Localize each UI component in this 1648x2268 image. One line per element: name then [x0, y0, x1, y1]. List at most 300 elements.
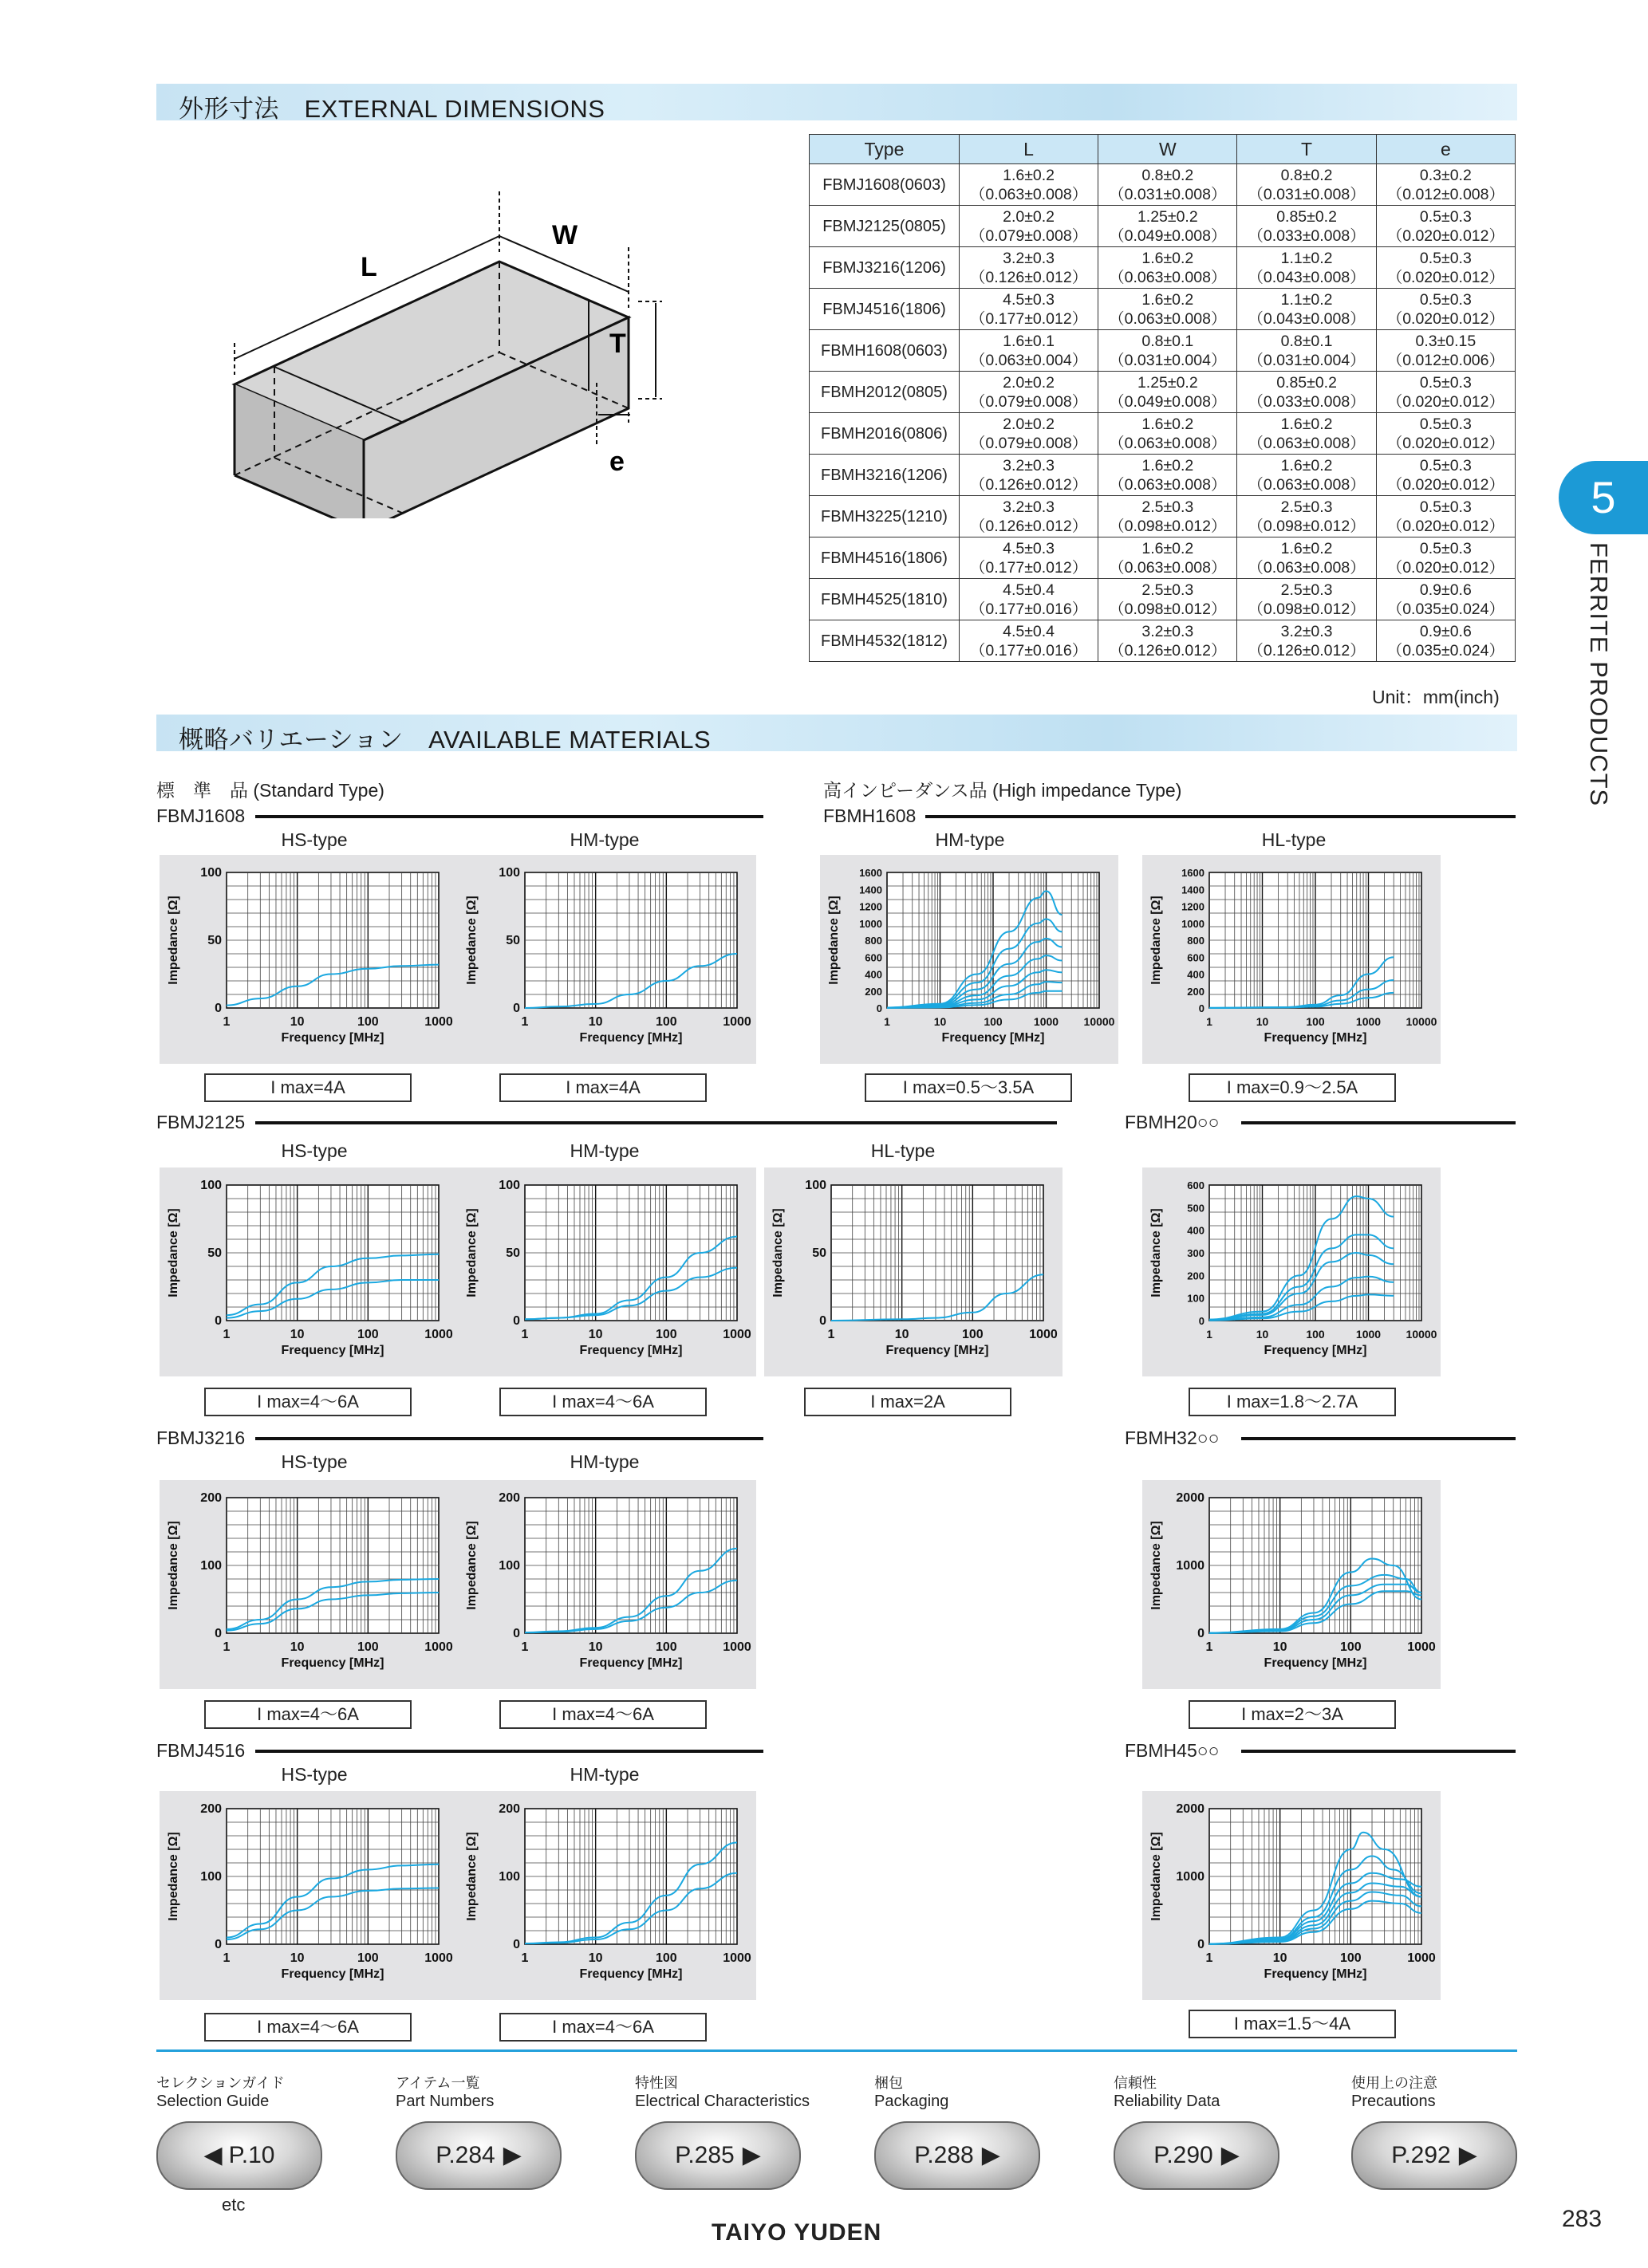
y-tick-label: 0	[215, 1002, 222, 1015]
y-tick-label: 2000	[1176, 1802, 1204, 1816]
cell-e	[1376, 496, 1515, 537]
cell-value-mm: 0.3±0.2	[1419, 166, 1472, 184]
label-W: W	[552, 220, 578, 250]
x-tick-label: 10000	[1406, 1015, 1437, 1028]
header-type: Type	[810, 135, 960, 164]
nav-label-jp: 特性図	[635, 2075, 678, 2091]
x-tick-label: 10	[290, 1328, 305, 1341]
x-axis-label: Frequency [MHz]	[1264, 1344, 1367, 1357]
cell-W	[1098, 330, 1237, 372]
section-header-external	[156, 84, 1517, 123]
group-fbmj4516: FBMJ4516	[156, 1740, 246, 1761]
cell-value-inch: （0.020±0.012）	[1386, 434, 1504, 452]
component-dimension-diagram	[215, 183, 662, 518]
group-divider	[255, 1121, 1057, 1124]
nav-page-label	[637, 2123, 799, 2188]
x-tick-label: 10	[588, 1951, 603, 1965]
cell-value-mm: 1.6±0.2	[1141, 539, 1194, 557]
nav-label-en: Precautions	[1351, 2093, 1436, 2110]
impedance-chart	[820, 855, 1118, 1064]
imax-label: I max=1.5～4A	[1189, 2010, 1396, 2038]
cell-value-mm: 0.5±0.3	[1419, 456, 1472, 474]
nav-page-text: P.10	[228, 2142, 275, 2168]
nav-item	[635, 2072, 826, 2111]
cell-value-mm: 2.5±0.3	[1141, 498, 1194, 516]
x-axis-label: Frequency [MHz]	[885, 1344, 989, 1357]
cell-e	[1376, 247, 1515, 289]
y-tick-label: 600	[865, 951, 882, 964]
x-tick-label: 1000	[424, 1640, 453, 1654]
y-axis-label: Impedance [Ω]	[771, 1208, 785, 1297]
imax-label: I max=0.9～2.5A	[1189, 1073, 1396, 1102]
impedance-chart	[1142, 1480, 1441, 1689]
y-tick-label: 400	[1187, 1224, 1204, 1237]
x-tick-label: 100	[1339, 1640, 1362, 1654]
x-tick-label: 10	[588, 1328, 603, 1341]
y-tick-label: 0	[513, 1314, 520, 1328]
y-tick-label: 600	[1187, 1179, 1204, 1191]
chart-fbmj4516-hm	[458, 1791, 756, 2000]
header-L: L	[959, 135, 1098, 164]
group-fbmj1608: FBMJ1608	[156, 805, 246, 826]
y-tick-label: 0	[1197, 1627, 1204, 1640]
x-axis-label: Frequency [MHz]	[1264, 1967, 1367, 1981]
cell-value-inch: （0.177±0.012）	[969, 558, 1088, 577]
nav-page-button[interactable]	[396, 2121, 562, 2190]
cell-value-mm: 1.6±0.2	[1003, 166, 1055, 184]
nav-page-button[interactable]	[1351, 2121, 1517, 2190]
imax-label: I max=4～6A	[499, 1700, 707, 1729]
x-tick-label: 1	[884, 1015, 890, 1028]
x-tick-label: 1	[223, 1328, 231, 1341]
cell-value-mm: 1.25±0.2	[1137, 207, 1198, 226]
y-tick-label: 1200	[1181, 900, 1204, 913]
cell-value-mm: 4.5±0.4	[1003, 622, 1055, 640]
cell-value-mm: 0.5±0.3	[1419, 249, 1472, 267]
table-row	[810, 620, 1516, 662]
x-tick-label: 100	[357, 1640, 379, 1654]
x-axis-label: Frequency [MHz]	[579, 1031, 683, 1045]
y-axis-label: Impedance [Ω]	[167, 1521, 180, 1610]
cell-value-inch: （0.035±0.024）	[1386, 600, 1504, 618]
cell-T	[1237, 537, 1376, 579]
arrow-right-icon: ▶	[1220, 2142, 1240, 2168]
table-header-row	[810, 135, 1516, 164]
y-tick-label: 100	[499, 1179, 520, 1192]
cell-W	[1098, 537, 1237, 579]
nav-label-en: Reliability Data	[1114, 2093, 1220, 2110]
cell-value-mm: 2.0±0.2	[1003, 373, 1055, 392]
impedance-chart	[160, 1480, 458, 1689]
x-tick-label: 10000	[1406, 1328, 1437, 1341]
chart-fbmj1608-hs	[160, 855, 458, 1064]
cell-value-mm: 1.6±0.2	[1141, 415, 1194, 433]
y-tick-label: 1600	[1181, 867, 1204, 879]
y-tick-label: 200	[865, 985, 882, 998]
x-tick-label: 1000	[1407, 1640, 1436, 1654]
cell-e	[1376, 206, 1515, 247]
y-tick-label: 1000	[1176, 1870, 1204, 1884]
cell-value-inch: （0.098±0.012）	[1109, 600, 1227, 618]
cell-value-mm: 3.2±0.3	[1280, 622, 1333, 640]
x-tick-label: 10	[588, 1640, 603, 1654]
nav-label-en: Packaging	[874, 2093, 949, 2110]
cell-value-mm: 3.2±0.3	[1141, 622, 1194, 640]
cell-value-inch: （0.020±0.012）	[1386, 226, 1504, 245]
group-fbmh20: FBMH20○○	[1125, 1112, 1220, 1132]
dimensions-table	[809, 134, 1516, 662]
cell-L	[959, 455, 1098, 496]
x-tick-label: 1	[223, 1951, 231, 1965]
y-tick-label: 1000	[1176, 1559, 1204, 1573]
y-tick-label: 0	[215, 1627, 222, 1640]
imax-label: I max=4～6A	[204, 1700, 412, 1729]
page-number: 283	[1562, 2206, 1603, 2232]
chart-fbmj1608-hm	[458, 855, 756, 1064]
cell-T	[1237, 330, 1376, 372]
cell-value-mm: 3.2±0.3	[1003, 249, 1055, 267]
y-axis-label: Impedance [Ω]	[167, 1832, 180, 1921]
group-divider	[255, 1750, 763, 1753]
cell-e	[1376, 579, 1515, 620]
impedance-chart	[160, 855, 458, 1064]
y-tick-label: 100	[200, 1179, 222, 1192]
y-tick-label: 1600	[859, 867, 882, 879]
cell-value-inch: （0.079±0.008）	[969, 392, 1088, 411]
x-tick-label: 10	[588, 1015, 603, 1029]
table-row	[810, 330, 1516, 372]
x-tick-label: 1	[521, 1640, 529, 1654]
arrow-right-icon: ▶	[981, 2142, 1000, 2168]
y-tick-label: 1000	[859, 917, 882, 930]
x-axis-label: Frequency [MHz]	[281, 1967, 384, 1981]
cell-L	[959, 579, 1098, 620]
x-tick-label: 1	[223, 1640, 231, 1654]
type-label-hm: HM-type	[935, 829, 1005, 850]
section-header-materials	[156, 715, 1517, 754]
group-divider	[255, 815, 763, 818]
table-row	[810, 413, 1516, 455]
cell-value-mm: 1.1±0.2	[1280, 290, 1333, 309]
cell-value-inch: （0.049±0.008）	[1109, 226, 1227, 245]
table-row	[810, 537, 1516, 579]
cell-T	[1237, 247, 1376, 289]
impedance-chart	[1142, 1791, 1441, 2000]
cell-value-mm: 2.0±0.2	[1003, 415, 1055, 433]
y-axis-label: Impedance [Ω]	[1149, 1832, 1163, 1921]
brand-logo: TAIYO YUDEN	[712, 2219, 882, 2246]
cell-value-inch: （0.063±0.008）	[1109, 558, 1227, 577]
type-label-hs: HS-type	[281, 1451, 348, 1472]
cell-W	[1098, 455, 1237, 496]
nav-page-label	[1115, 2123, 1278, 2188]
y-tick-label: 200	[499, 1491, 520, 1505]
cell-value-inch: （0.063±0.008）	[1109, 434, 1227, 452]
nav-item	[874, 2072, 1066, 2111]
cell-value-mm: 4.5±0.3	[1003, 539, 1055, 557]
x-tick-label: 10	[1256, 1015, 1269, 1028]
cell-L	[959, 620, 1098, 662]
y-tick-label: 50	[207, 934, 222, 947]
nav-page-label	[876, 2123, 1039, 2188]
impedance-chart	[160, 1167, 458, 1376]
y-tick-label: 1400	[1181, 884, 1204, 896]
y-tick-label: 200	[200, 1491, 222, 1505]
cell-value-inch: （0.063±0.008）	[1109, 268, 1227, 286]
y-tick-label: 1000	[1181, 917, 1204, 930]
cell-T	[1237, 620, 1376, 662]
y-tick-label: 100	[499, 1870, 520, 1884]
cell-value-mm: 0.9±0.6	[1419, 581, 1472, 599]
x-tick-label: 1	[521, 1328, 529, 1341]
y-tick-label: 400	[1187, 968, 1204, 981]
y-tick-label: 1400	[859, 884, 882, 896]
x-tick-label: 100	[984, 1015, 1003, 1028]
cell-type: FBMJ2125(0805)	[810, 206, 960, 247]
y-tick-label: 0	[819, 1314, 826, 1328]
cell-L	[959, 537, 1098, 579]
x-tick-label: 1000	[723, 1015, 751, 1029]
standard-type-label: 標 準 品 (Standard Type)	[156, 780, 384, 801]
x-tick-label: 1000	[1033, 1015, 1059, 1028]
cell-value-mm: 3.2±0.3	[1003, 456, 1055, 474]
table-row	[810, 579, 1516, 620]
group-fbmh45: FBMH45○○	[1125, 1740, 1220, 1761]
y-axis-label: Impedance [Ω]	[167, 1208, 180, 1297]
cell-value-inch: （0.031±0.008）	[1248, 185, 1366, 203]
group-fbmh1608: FBMH1608	[823, 805, 917, 826]
nav-page-button[interactable]	[874, 2121, 1040, 2190]
table-row	[810, 164, 1516, 206]
x-tick-label: 10	[290, 1640, 305, 1654]
chapter-tab[interactable]: 5	[1559, 461, 1648, 534]
cell-value-mm: 0.8±0.2	[1141, 166, 1194, 184]
cell-type: FBMH2012(0805)	[810, 372, 960, 413]
table-row	[810, 206, 1516, 247]
cell-value-inch: （0.063±0.008）	[1109, 475, 1227, 494]
y-tick-label: 0	[1197, 1938, 1204, 1951]
y-axis-label: Impedance [Ω]	[465, 896, 479, 985]
cell-value-mm: 1.6±0.1	[1003, 332, 1055, 350]
type-label-hs: HS-type	[281, 829, 348, 850]
cell-value-mm: 0.5±0.3	[1419, 498, 1472, 516]
y-tick-label: 100	[499, 866, 520, 880]
type-label-hm: HM-type	[570, 1764, 640, 1785]
y-tick-label: 300	[1187, 1247, 1204, 1259]
header-T: T	[1237, 135, 1376, 164]
nav-item	[156, 2072, 348, 2111]
imax-label: I max=4～6A	[204, 1388, 412, 1416]
cell-L	[959, 372, 1098, 413]
cell-value-mm: 0.9±0.6	[1419, 622, 1472, 640]
y-tick-label: 0	[876, 1002, 882, 1014]
cell-T	[1237, 579, 1376, 620]
imax-label: I max=4～6A	[499, 2013, 707, 2042]
cell-T	[1237, 496, 1376, 537]
x-axis-label: Frequency [MHz]	[579, 1656, 683, 1670]
x-tick-label: 100	[655, 1328, 677, 1341]
high-impedance-type-label: 高インピーダンス品 (High impedance Type)	[823, 780, 1182, 801]
nav-label-jp: 使用上の注意	[1351, 2075, 1437, 2091]
x-axis-label: Frequency [MHz]	[941, 1031, 1045, 1045]
x-tick-label: 100	[1306, 1015, 1325, 1028]
cell-value-mm: 1.6±0.2	[1141, 456, 1194, 474]
cell-value-inch: （0.063±0.008）	[1248, 434, 1366, 452]
impedance-chart	[458, 1167, 756, 1376]
y-tick-label: 100	[200, 1559, 222, 1573]
type-label-hs: HS-type	[281, 1764, 348, 1785]
cell-value-inch: （0.126±0.012）	[1248, 641, 1366, 660]
type-label-hl: HL-type	[1261, 829, 1327, 850]
cell-type: FBMH3216(1206)	[810, 455, 960, 496]
nav-item	[1351, 2072, 1543, 2111]
x-tick-label: 100	[961, 1328, 984, 1341]
nav-page-label	[397, 2123, 560, 2188]
cell-L	[959, 289, 1098, 330]
x-tick-label: 1	[223, 1015, 231, 1029]
table-row	[810, 247, 1516, 289]
cell-value-inch: （0.043±0.008）	[1248, 309, 1366, 328]
nav-extra-text: etc	[222, 2195, 246, 2215]
y-tick-label: 800	[865, 935, 882, 947]
x-tick-label: 1	[1206, 1328, 1212, 1341]
nav-page-button[interactable]	[156, 2121, 322, 2190]
cell-value-inch: （0.020±0.012）	[1386, 475, 1504, 494]
y-tick-label: 600	[1187, 951, 1204, 964]
x-tick-label: 100	[357, 1015, 379, 1029]
group-divider	[1241, 1437, 1516, 1440]
cell-value-mm: 0.5±0.3	[1419, 290, 1472, 309]
header-e: e	[1376, 135, 1515, 164]
y-tick-label: 500	[1187, 1202, 1204, 1215]
cell-value-mm: 0.5±0.3	[1419, 373, 1472, 392]
cell-L	[959, 164, 1098, 206]
x-tick-label: 1	[827, 1328, 835, 1341]
cell-W	[1098, 164, 1237, 206]
nav-item	[1114, 2072, 1305, 2111]
x-tick-label: 10	[1272, 1951, 1287, 1965]
cell-value-mm: 1.6±0.2	[1280, 539, 1333, 557]
cell-W	[1098, 620, 1237, 662]
y-tick-label: 0	[513, 1002, 520, 1015]
cell-value-mm: 1.6±0.2	[1141, 249, 1194, 267]
cell-value-mm: 0.3±0.15	[1415, 332, 1476, 350]
cell-e	[1376, 289, 1515, 330]
cell-value-inch: （0.012±0.006）	[1386, 351, 1504, 369]
group-fbmj3216: FBMJ3216	[156, 1427, 246, 1448]
x-tick-label: 1000	[424, 1951, 453, 1965]
nav-page-text: P.292	[1391, 2142, 1451, 2168]
x-tick-label: 1	[1206, 1015, 1212, 1028]
type-label-hm: HM-type	[570, 1451, 640, 1472]
cell-value-inch: （0.079±0.008）	[969, 226, 1088, 245]
nav-page-label	[158, 2123, 321, 2188]
y-tick-label: 1200	[859, 900, 882, 913]
x-axis-label: Frequency [MHz]	[1264, 1031, 1367, 1045]
x-tick-label: 1	[521, 1951, 529, 1965]
arrow-right-icon: ▶	[1458, 2142, 1477, 2168]
impedance-chart	[1142, 1167, 1441, 1376]
nav-page-button[interactable]	[635, 2121, 801, 2190]
cell-value-inch: （0.177±0.016）	[969, 641, 1088, 660]
y-tick-label: 0	[215, 1314, 222, 1328]
cell-W	[1098, 579, 1237, 620]
imax-label: I max=1.8～2.7A	[1189, 1388, 1396, 1416]
nav-label-en: Electrical Characteristics	[635, 2093, 810, 2110]
cell-e	[1376, 413, 1515, 455]
cell-W	[1098, 247, 1237, 289]
cell-e	[1376, 620, 1515, 662]
cell-value-mm: 2.5±0.3	[1280, 498, 1333, 516]
cell-value-mm: 0.85±0.2	[1276, 373, 1337, 392]
cell-value-inch: （0.031±0.004）	[1248, 351, 1366, 369]
cell-value-mm: 2.0±0.2	[1003, 207, 1055, 226]
cell-value-inch: （0.126±0.012）	[969, 475, 1088, 494]
chart-fbmh20	[1142, 1167, 1441, 1376]
cell-value-inch: （0.049±0.008）	[1109, 392, 1227, 411]
cell-value-inch: （0.079±0.008）	[969, 434, 1088, 452]
chart-fbmj3216-hm	[458, 1480, 756, 1689]
cell-value-inch: （0.126±0.012）	[969, 268, 1088, 286]
x-tick-label: 1000	[723, 1951, 751, 1965]
cell-type: FBMH3225(1210)	[810, 496, 960, 537]
x-axis-label: Frequency [MHz]	[1264, 1656, 1367, 1670]
group-divider	[1241, 1750, 1516, 1753]
chart-fbmj2125-hm	[458, 1167, 756, 1376]
cell-value-inch: （0.098±0.012）	[1248, 600, 1366, 618]
chart-fbmh32	[1142, 1480, 1441, 1689]
cell-value-mm: 0.5±0.3	[1419, 415, 1472, 433]
arrow-right-icon: ▶	[742, 2142, 761, 2168]
y-axis-label: Impedance [Ω]	[1149, 1208, 1163, 1297]
cell-value-mm: 0.5±0.3	[1419, 207, 1472, 226]
nav-page-button[interactable]	[1114, 2121, 1279, 2190]
y-tick-label: 50	[506, 1246, 520, 1260]
x-tick-label: 1000	[1355, 1015, 1382, 1028]
y-tick-label: 0	[513, 1627, 520, 1640]
y-tick-label: 100	[200, 866, 222, 880]
y-tick-label: 0	[215, 1938, 222, 1951]
imax-label: I max=4A	[204, 1073, 412, 1102]
x-tick-label: 100	[357, 1328, 379, 1341]
cell-value-inch: （0.033±0.008）	[1248, 226, 1366, 245]
x-tick-label: 10	[933, 1015, 947, 1028]
x-tick-label: 1000	[424, 1015, 453, 1029]
cell-value-mm: 1.6±0.2	[1141, 290, 1194, 309]
cell-W	[1098, 413, 1237, 455]
cell-value-inch: （0.177±0.016）	[969, 600, 1088, 618]
group-divider	[255, 1437, 763, 1440]
type-label-hm: HM-type	[570, 829, 640, 850]
y-tick-label: 200	[1187, 1270, 1204, 1282]
cell-value-inch: （0.098±0.012）	[1248, 517, 1366, 535]
y-tick-label: 0	[513, 1938, 520, 1951]
nav-label-jp: セレクションガイド	[156, 2075, 285, 2091]
table-row	[810, 372, 1516, 413]
y-axis-label: Impedance [Ω]	[827, 896, 841, 985]
impedance-chart	[458, 1480, 756, 1689]
x-tick-label: 100	[655, 1640, 677, 1654]
imax-label: I max=0.5～3.5A	[865, 1073, 1072, 1102]
cell-T	[1237, 372, 1376, 413]
y-tick-label: 50	[506, 934, 520, 947]
cell-T	[1237, 413, 1376, 455]
type-label-hs: HS-type	[281, 1140, 348, 1161]
nav-label-en: Selection Guide	[156, 2093, 270, 2110]
y-tick-label: 100	[805, 1179, 826, 1192]
cell-value-inch: （0.031±0.004）	[1109, 351, 1227, 369]
cell-value-mm: 1.6±0.2	[1280, 456, 1333, 474]
